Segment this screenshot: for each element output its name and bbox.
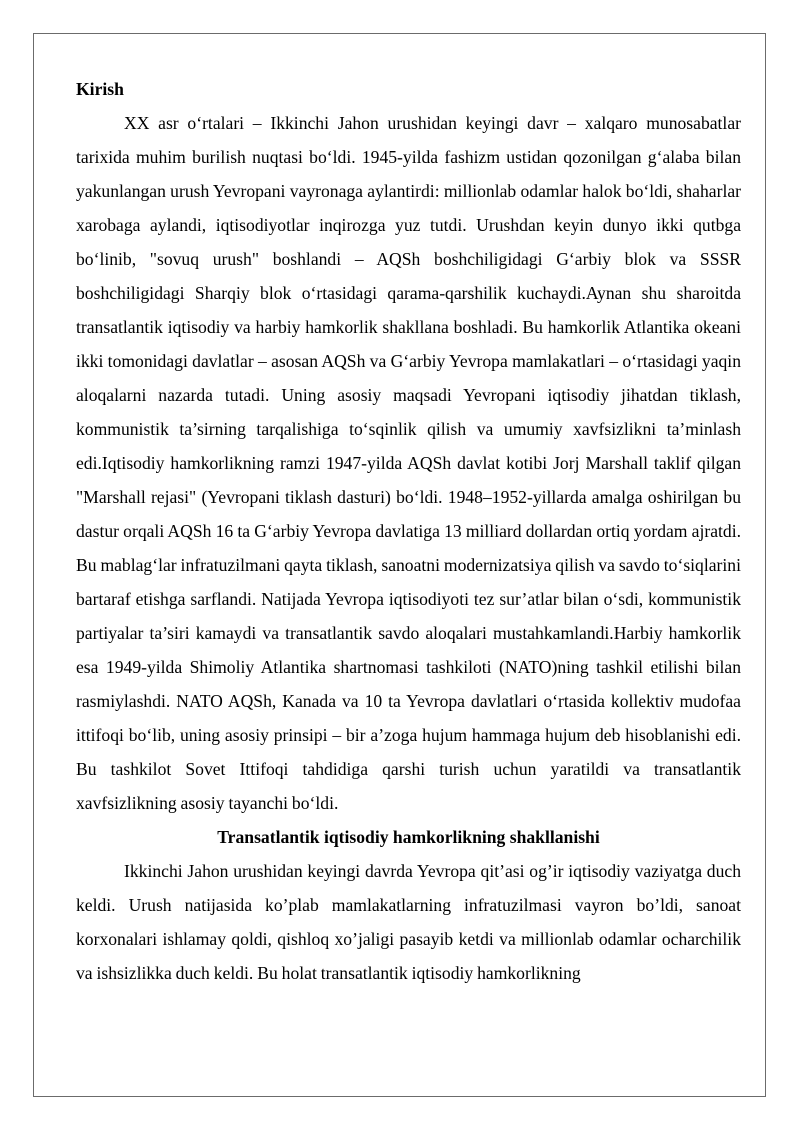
intro-paragraph: XX asr o‘rtalari – Ikkinchi Jahon urushidan keyingi davr – xalqaro munosabatlar tarixida muhim burilish nuqtasi bo‘ldi. 1945-yilda fashizm ustidan qozonilgan g‘alaba bilan yakunlangan urush Yevropani vayronaga aylantirdi: millionlab odamlar halok bo‘ldi, shaharlar xarobaga aylandi, iqtisodiyotlar inqirozga yuz tutdi. Urushdan keyin dunyo ikki qutbga bo‘linib, "sovuq urush" boshlandi – AQSh boshchiligidagi G‘arbiy blok va SSSR boshchiligidagi Sharqiy blok o‘rtasidagi qarama-qarshilik kuchaydi.Aynan shu sharoitda transatlantik iqtisodiy va harbiy hamkorlik shakllana boshladi. Bu hamkorlik Atlantika okeani ikki tomonidagi davlatlar – asosan AQSh va G‘arbiy Yevropa mamlakatlari – o‘rtasidagi yaqin aloqalarni nazarda tutadi. Uning asosiy maqsadi Yevropani iqtisodiy jihatdan tiklash, kommunistik ta’sirning tarqalishiga to‘sqinlik qilish va umumiy xavfsizlikni ta’minlash edi.Iqtisodiy hamkorlikning ramzi 1947-yilda AQSh davlat kotibi Jorj Marshall taklif qilgan "Marshall rejasi" (Yevropani tiklash dasturi) bo‘ldi. 1948–1952-yillarda amalga oshirilgan bu dastur orqali AQSh 16 ta G‘arbiy Yevropa davlatiga 13 milliard dollardan ortiq yordam ajratdi. Bu mablag‘lar infratuzilmani qayta tiklash, sanoatni modernizatsiya qilish va savdo to‘siqlarini bartaraf etishga sarflandi. Natijada Yevropa iqtisodiyoti tez sur’atlar bilan o‘sdi, kommunistik partiyalar ta’siri kamaydi va transatlantik savdo aloqalari mustahkamlandi.Harbiy hamkorlik esa 1949-yilda Shimoliy Atlantika shartnomasi tashkiloti (NATO)ning tashkil etilishi bilan rasmiylashdi. NATO AQSh, Kanada va 10 ta Yevropa davlatlari o‘rtasida kollektiv mudofaa ittifoqi bo‘lib, uning asosiy prinsipi – bir a’zoga hujum hammaga hujum deb hisoblanishi edi. Bu tashkilot Sovet Ittifoqi tahdidiga qarshi turish uchun yaratildi va transatlantik xavfsizlikning asosiy tayanchi bo‘ldi. [76, 113, 741, 813]
intro-heading: Kirish [76, 79, 124, 99]
section-heading: Transatlantik iqtisodiy hamkorlikning shakllanishi [217, 827, 600, 847]
section-paragraph: Ikkinchi Jahon urushidan keyingi davrda Yevropa qit’asi og’ir iqtisodiy vaziyatga duch keldi. Urush natijasida ko’plab mamlakatlarning infratuzilmasi vayron bo’ldi, sanoat korxonalari ishlamay qoldi, qishloq xo’jaligi pasayib ketdi va millionlab odamlar ocharchilik va ishsizlikka duch keldi. Bu holat transatlantik iqtisodiy hamkorlikning [76, 861, 741, 983]
document-body [76, 72, 741, 990]
